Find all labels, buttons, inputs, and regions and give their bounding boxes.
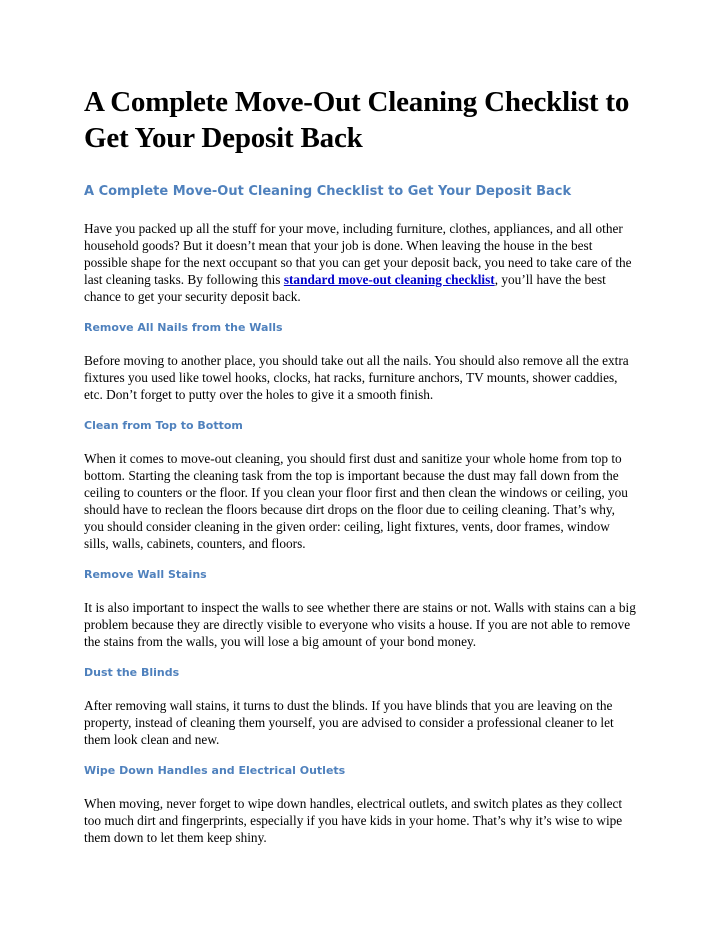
section-body-nails: Before moving to another place, you should take out all the nails. You should also remove all the extra fixtures you used like towel hooks, clocks, hat racks, furniture anchors, TV mounts, shower caddies, etc. Don’t forget to putty over the holes to give it a smooth finish. bbox=[84, 353, 629, 402]
page-title: A Complete Move-Out Cleaning Checklist to Get Your Deposit Back bbox=[84, 86, 630, 154]
section-heading-wall-stains: Remove Wall Stains bbox=[84, 568, 207, 581]
page-subtitle: A Complete Move-Out Cleaning Checklist to Get Your Deposit Back bbox=[84, 184, 572, 199]
section-body-top-to-bottom: When it comes to move-out cleaning, you should first dust and sanitize your whole home from top to bottom. Starting the cleaning task from the top is important because the dust may fall down from the ceiling to counters or the floor. If you clean your floor first and then clean the windows or ceiling, you should have to reclean the floors because dirt drops on the floor due to ceiling cleaning. That’s why, you should consider cleaning in the given order: ceiling, light fixtures, vents, door frames, window sills, walls, cabinets, counters, and floors. bbox=[84, 451, 628, 551]
checklist-link[interactable]: standard move-out cleaning checklist bbox=[283, 272, 495, 287]
section-heading-nails: Remove All Nails from the Walls bbox=[84, 321, 283, 334]
section-body-handles: When moving, never forget to wipe down handles, electrical outlets, and switch plates as they collect too much dirt and fingerprints, especially if you have kids in your home. That’s why it’s wise to wipe them down to let them keep shiny. bbox=[84, 796, 623, 845]
intro-text-after-link: , you’ll have the best chance to get your security deposit back. bbox=[84, 272, 606, 304]
section-body-blinds: After removing wall stains, it turns to dust the blinds. If you have blinds that you are leaving on the property, instead of cleaning them yourself, you are advised to consider a professional cleaner to let them look clean and new. bbox=[84, 698, 614, 747]
document-page bbox=[84, 0, 636, 846]
intro-paragraph bbox=[84, 220, 636, 305]
section-body-wall-stains: It is also important to inspect the walls to see whether there are stains or not. Walls with stains can a big problem because they are directly visible to everyone who visits a house. If you are not able to remove the stains from the walls, you will lose a big amount of your bond money. bbox=[84, 600, 636, 649]
intro-text-before-link: Have you packed up all the stuff for your move, including furniture, clothes, appliances, and all other household goods? But it doesn’t mean that your job is done. When leaving the house in the best possible shape for the next occupant so that you can get your deposit back, you need to take care of the last cleaning tasks. By following this bbox=[84, 221, 632, 287]
section-heading-blinds: Dust the Blinds bbox=[84, 666, 180, 679]
section-heading-top-to-bottom: Clean from Top to Bottom bbox=[84, 419, 243, 432]
section-heading-handles: Wipe Down Handles and Electrical Outlets bbox=[84, 764, 346, 777]
